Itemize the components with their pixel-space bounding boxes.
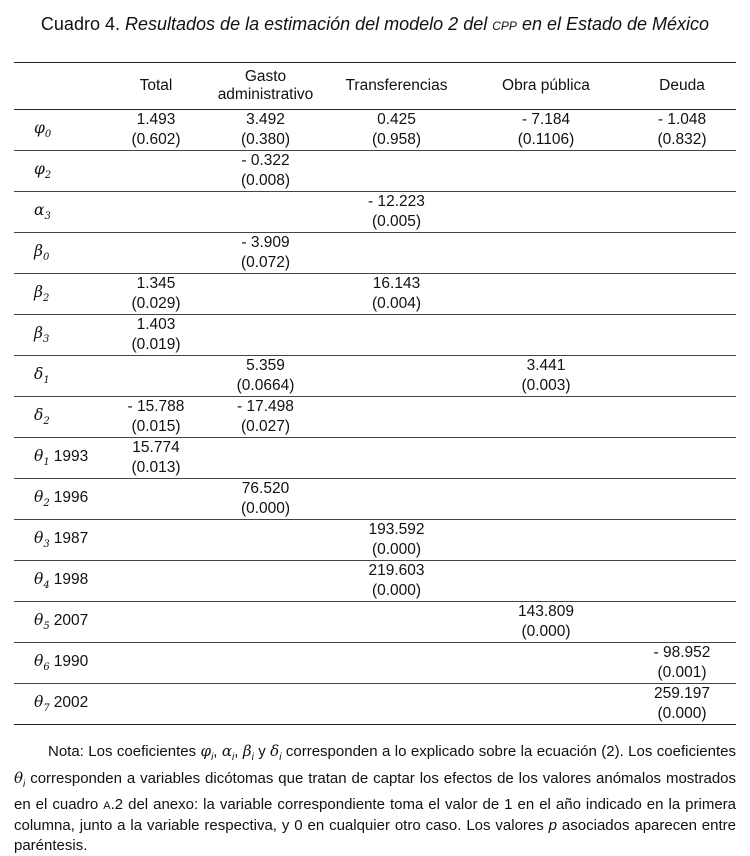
table-cell (110, 479, 202, 520)
variable-label: $\alpha_3$ (14, 192, 110, 233)
table-cell (202, 602, 329, 643)
table-cell (110, 602, 202, 643)
coefficient-value: 3.492 (246, 111, 285, 128)
table-row (14, 192, 736, 233)
table-body (14, 110, 736, 725)
table-cell (628, 110, 736, 151)
table-row (14, 479, 736, 520)
table-row (14, 602, 736, 643)
table-cell (110, 233, 202, 274)
table-cell (110, 274, 202, 315)
p-value: (0.013) (131, 459, 181, 476)
p-value: (0.602) (131, 131, 181, 148)
variable-label: $\varphi_2$ (14, 151, 110, 192)
table-cell (329, 110, 464, 151)
coefficient-value: 1.403 (136, 316, 176, 333)
table-cell (202, 643, 329, 684)
header-cell: Total (110, 63, 202, 110)
table-cell (464, 438, 628, 479)
coefficient-value: - 1.048 (657, 111, 707, 128)
p-value: (0.001) (657, 664, 707, 681)
table-row (14, 233, 736, 274)
table-cell (202, 561, 329, 602)
table-row (14, 561, 736, 602)
variable-label: $\theta_1$ 1993 (14, 438, 110, 479)
table-cell (110, 684, 202, 725)
table-cell (628, 438, 736, 479)
table-cell (464, 151, 628, 192)
table-cell (202, 315, 329, 356)
table-row (14, 356, 736, 397)
coefficient-value: 3.441 (526, 357, 566, 374)
p-value: (0.000) (240, 500, 291, 517)
variable-label: $\theta_3$ 1987 (14, 520, 110, 561)
header-cell (14, 63, 110, 110)
results-table (14, 62, 736, 725)
table-cell (628, 561, 736, 602)
table-cell (628, 274, 736, 315)
table-row (14, 438, 736, 479)
table-cell (329, 192, 464, 233)
table-cell (628, 602, 736, 643)
table-cell (464, 643, 628, 684)
table-cell (464, 397, 628, 438)
table-cell (202, 397, 329, 438)
coefficient-value: 259.197 (653, 685, 711, 702)
table-cell (329, 397, 464, 438)
table-cell (202, 520, 329, 561)
table-cell (110, 192, 202, 233)
variable-label: $\theta_6$ 1990 (14, 643, 110, 684)
table-cell (110, 397, 202, 438)
table-cell (628, 684, 736, 725)
p-value: (0.019) (131, 336, 181, 353)
table-row (14, 397, 736, 438)
table-row (14, 315, 736, 356)
table-cell (329, 233, 464, 274)
p-value: (0.000) (371, 582, 422, 599)
coefficient-value: 16.143 (372, 275, 421, 292)
table-cell (202, 110, 329, 151)
p-value: (0.015) (131, 418, 181, 435)
coefficient-value: - 3.909 (241, 234, 290, 251)
p-value: (0.958) (371, 131, 422, 148)
table-cell (110, 356, 202, 397)
table-row (14, 151, 736, 192)
table-row (14, 520, 736, 561)
coefficient-value: - 12.223 (368, 193, 425, 210)
table-cell (464, 315, 628, 356)
table-note: Nota: Los coeficientes $\varphi_i$, $\alpha_i$, $\beta_i$ y $\delta_i$ corresponden a lo explicado sobre la ecuación (2). Los coeficientes $\theta_i$ corresponden a variables dicótomas que tratan de captar los efectos de los valores anómalos mostrados en el cuadro A.2 del anexo: la variable correspondiente toma el valor de 1 en el año indicado en la primera columna, junto a la variable respectiva, y 0 en cualquier otro caso. Los valores p asociados aparecen entre paréntesis. (14, 742, 737, 854)
variable-label: $\theta_5$ 2007 (14, 602, 110, 643)
coefficient-value: - 15.788 (127, 398, 185, 415)
table-cell (202, 151, 329, 192)
variable-label: $\theta_7$ 2002 (14, 684, 110, 725)
coefficient-value: 76.520 (241, 480, 290, 497)
p-value: (0.000) (657, 705, 707, 722)
p-value: (0.027) (240, 418, 291, 435)
header-cell: Deuda (628, 63, 736, 110)
table-cell (329, 274, 464, 315)
table-cell (628, 151, 736, 192)
header-cell: Gasto administrativo (202, 63, 329, 110)
table-cell (329, 356, 464, 397)
table-cell (110, 151, 202, 192)
table-cell (110, 438, 202, 479)
variable-label: $\theta_4$ 1998 (14, 561, 110, 602)
table-cell (202, 438, 329, 479)
table-header-row (14, 63, 736, 110)
table-cell (329, 602, 464, 643)
table-cell (329, 561, 464, 602)
coefficient-value: 143.809 (517, 603, 575, 620)
header-cell: Obra pública (464, 63, 628, 110)
table-cell (329, 520, 464, 561)
table-cell (464, 520, 628, 561)
table-cell (628, 520, 736, 561)
p-value: (0.000) (371, 541, 422, 558)
coefficient-value: - 7.184 (521, 111, 571, 128)
coefficient-value: - 98.952 (653, 644, 711, 661)
variable-label: $\beta_0$ (14, 233, 110, 274)
caption-title: Resultados de la estimación del modelo 2 del CPP en el Estado de México (125, 14, 710, 34)
table-cell (329, 315, 464, 356)
table-cell (464, 110, 628, 151)
table-cell (464, 479, 628, 520)
table-cell (202, 479, 329, 520)
p-value: (0.003) (521, 377, 571, 394)
coefficient-value: - 0.322 (241, 152, 290, 169)
table-cell (110, 520, 202, 561)
table-cell (628, 643, 736, 684)
table-cell (329, 479, 464, 520)
table-cell (628, 233, 736, 274)
table-row (14, 274, 736, 315)
table-cell (329, 684, 464, 725)
p-value: (0.072) (240, 254, 291, 271)
table-cell (110, 643, 202, 684)
variable-label: $\varphi_0$ (14, 110, 110, 151)
table-cell (202, 356, 329, 397)
table-row (14, 110, 736, 151)
table-cell (329, 643, 464, 684)
table-caption (0, 12, 750, 38)
variable-label: $\delta_2$ (14, 397, 110, 438)
coefficient-value: 15.774 (132, 439, 180, 456)
table-cell (628, 315, 736, 356)
table-cell (329, 438, 464, 479)
variable-label: $\beta_3$ (14, 315, 110, 356)
coefficient-value: 5.359 (246, 357, 285, 374)
p-value: (0.1106) (517, 131, 575, 148)
table-cell (628, 397, 736, 438)
table-cell (464, 684, 628, 725)
p-value: (0.029) (131, 295, 181, 312)
header-cell: Transferencias (329, 63, 464, 110)
table-cell (329, 151, 464, 192)
table-cell (202, 192, 329, 233)
table-cell (110, 110, 202, 151)
table-cell (202, 274, 329, 315)
coefficient-value: - 17.498 (237, 398, 294, 415)
table-row (14, 684, 736, 725)
coefficient-value: 193.592 (368, 521, 425, 538)
p-value: (0.004) (371, 295, 422, 312)
table-cell (464, 192, 628, 233)
table-cell (464, 233, 628, 274)
p-value: (0.005) (371, 213, 422, 230)
table-cell (110, 315, 202, 356)
p-value: (0.000) (521, 623, 571, 640)
table-cell (628, 356, 736, 397)
table-cell (464, 561, 628, 602)
variable-label: $\beta_2$ (14, 274, 110, 315)
p-value: (0.008) (240, 172, 291, 189)
table-cell (464, 274, 628, 315)
p-value: (0.0664) (236, 377, 295, 394)
variable-label: $\delta_1$ (14, 356, 110, 397)
table-cell (464, 356, 628, 397)
coefficient-value: 219.603 (368, 562, 425, 579)
table-row (14, 643, 736, 684)
table-cell (628, 479, 736, 520)
table-cell (202, 233, 329, 274)
caption-label: Cuadro 4. (40, 14, 120, 34)
table-cell (464, 602, 628, 643)
table-cell (202, 684, 329, 725)
coefficient-value: 1.493 (136, 111, 176, 128)
p-value: (0.380) (240, 131, 291, 148)
p-value: (0.832) (657, 131, 707, 148)
table-cell (628, 192, 736, 233)
table-cell (110, 561, 202, 602)
variable-label: $\theta_2$ 1996 (14, 479, 110, 520)
coefficient-value: 0.425 (377, 111, 416, 128)
coefficient-value: 1.345 (136, 275, 176, 292)
